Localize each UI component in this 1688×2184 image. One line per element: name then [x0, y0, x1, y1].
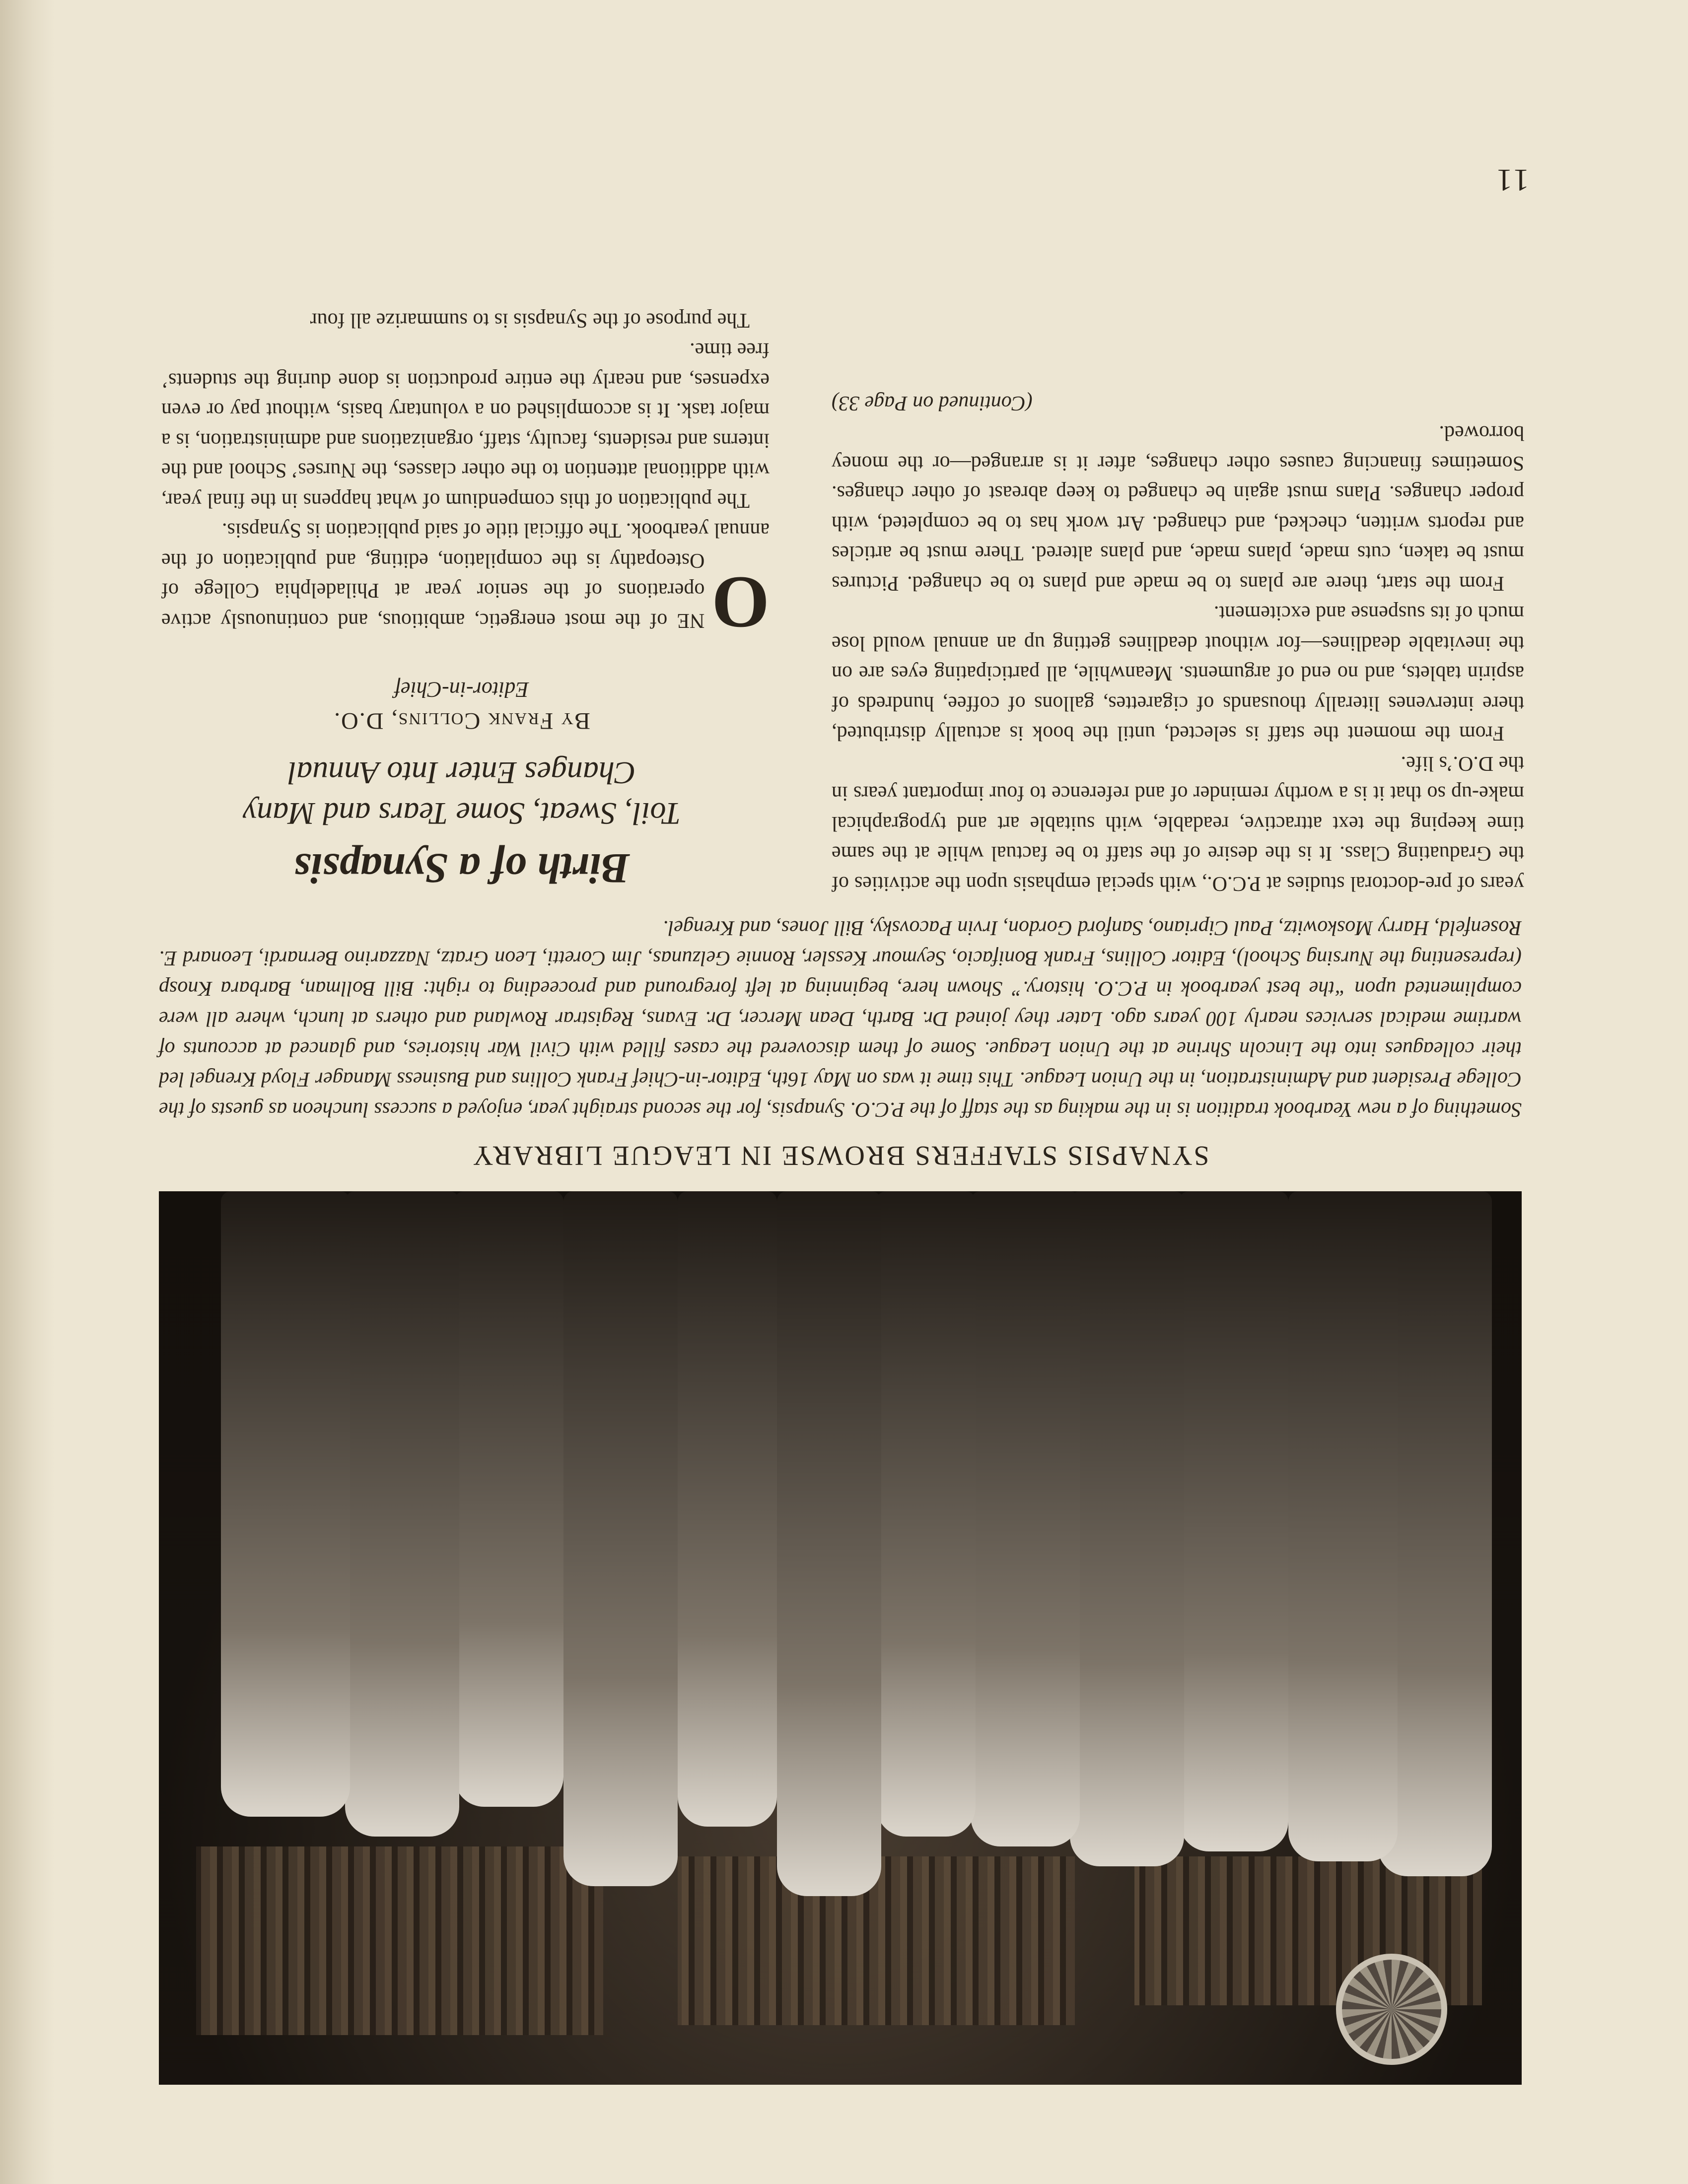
- photo-caption-heading: SYNAPSIS STAFFERS BROWSE IN LEAGUE LIBRARY: [471, 1140, 1209, 1171]
- subtitle-line: Changes Enter Into Annual: [287, 755, 636, 791]
- person-figure: [777, 1191, 881, 1896]
- person-figure: [221, 1191, 350, 1817]
- article-column-right: [161, 305, 770, 644]
- staff-group-photo: [159, 1191, 1522, 2085]
- article-paragraph: From the moment the staff is selected, until the book is actually distributed, there intervenes literally thousands of cigarettes, gallons of coffee, hundreds of aspirin tablets, and no end of arguments. Meanwhile, all participating eyes are on the inevitable deadlines—for without deadlines getting up an annual would lose much of its suspense and excitement.: [832, 602, 1524, 745]
- article-paragraph: The publication of this compendium of what happens in the final year, with additional attention to the other classes, the Nurses’ School and the interns and residents, faculty, staff, organizations and administration, is a major task. It is accomplished on a voluntary basis, without pay or even expenses, and nearly the entire production is done during the students’ free time.: [161, 339, 770, 512]
- drop-cap: O: [711, 561, 770, 644]
- article-byline: By Frank Collins, D.O.: [333, 708, 590, 734]
- article-byline-role: Editor-in-Chief: [394, 678, 529, 702]
- person-figure: [1179, 1191, 1288, 1851]
- article-paragraph: From the start, there are plans to be made and plans to be changed. Pictures must be taken, cuts made, plans made, and plans altered. There must be articles and reports written, checked, and changed. Art work has to be completed, with proper changes. Plans must again be changed to keep abreast of other changes. Sometimes financing causes other changes, after it is arranged—or the money borrowed.: [832, 421, 1524, 595]
- continued-note[interactable]: (Continued on Page 33): [832, 392, 1033, 414]
- person-figure: [454, 1191, 563, 1807]
- person-figure: [1288, 1191, 1398, 1861]
- article-subtitle: [164, 752, 760, 834]
- page-number: 11: [1494, 163, 1529, 198]
- fan-icon: [1336, 1954, 1447, 2065]
- article-paragraph: [161, 515, 770, 644]
- article-paragraph: years of pre-doctoral studies at P.C.O., with special emphasis upon the activities of the Graduating Class. It is the desire of the staff to be factual while at the same time keeping the text attractive, readable, with suitable art and typographical make-up so that it is a worthy reminder of and reference to four important years in the D.O.’s life.: [832, 752, 1524, 895]
- person-figure: [1070, 1191, 1184, 1866]
- subtitle-line: Toil, Sweat, Some Tears and Many: [242, 796, 681, 831]
- person-figure: [678, 1191, 777, 1827]
- bookshelf: [196, 1846, 603, 2035]
- paragraph-text: NE of the most energetic, ambitious, and continuously active operations of the senior year at Philadelphia College of Osteopathy is the compilation, editing, and publication of the annual yearbook. The official title of said publication is Synapsis.: [161, 519, 770, 632]
- person-figure: [345, 1191, 459, 1837]
- article-column-left: [832, 388, 1524, 899]
- article-paragraph: The purpose of the Synapsis is to summarize all four: [310, 309, 750, 332]
- continued-line: [832, 388, 1524, 418]
- person-figure: [563, 1191, 678, 1886]
- photo-caption: Something of a new Yearbook tradition is in the making as the staff of the P.C.O. Synapsis, for the second straight year, enjoyed a success luncheon as guests of the College President and Administration, in the Union League. This time it was on May 16th, Editor-in-Chief Frank Collins and Business Manager Floyd Krengel led their colleagues into the Lincoln Shrine at the Union League. Some of them discovered the cases filled with Civil War histories, and glanced at accounts of wartime medical services nearly 100 years ago. Later they joined Dr. Barth, Dean Mercer, Dr. Evans, Registrar Rowland and others at lunch, where all were complimented upon “the best yearbook in P.C.O. history.” Shown here, beginning at left foreground and proceeding to right: Bill Bollman, Barbara Knosp (representing the Nursing School), Editor Collins, Frank Bonifacio, Seymour Kessler, Ronnie Gelzunas, Jim Coretti, Leon Gratz, Nazzarino Bernardi, Leonard E. Rosenfeld, Harry Moskowitz, Paul Cipriano, Sanford Gordon, Irvin Pacovsky, Bill Jones, and Krengel.: [159, 916, 1522, 1121]
- person-figure: [876, 1191, 976, 1837]
- person-figure: [971, 1191, 1080, 1846]
- page-gutter-shadow: [0, 0, 55, 2184]
- article-title: Birth of a Synapsis: [293, 845, 630, 892]
